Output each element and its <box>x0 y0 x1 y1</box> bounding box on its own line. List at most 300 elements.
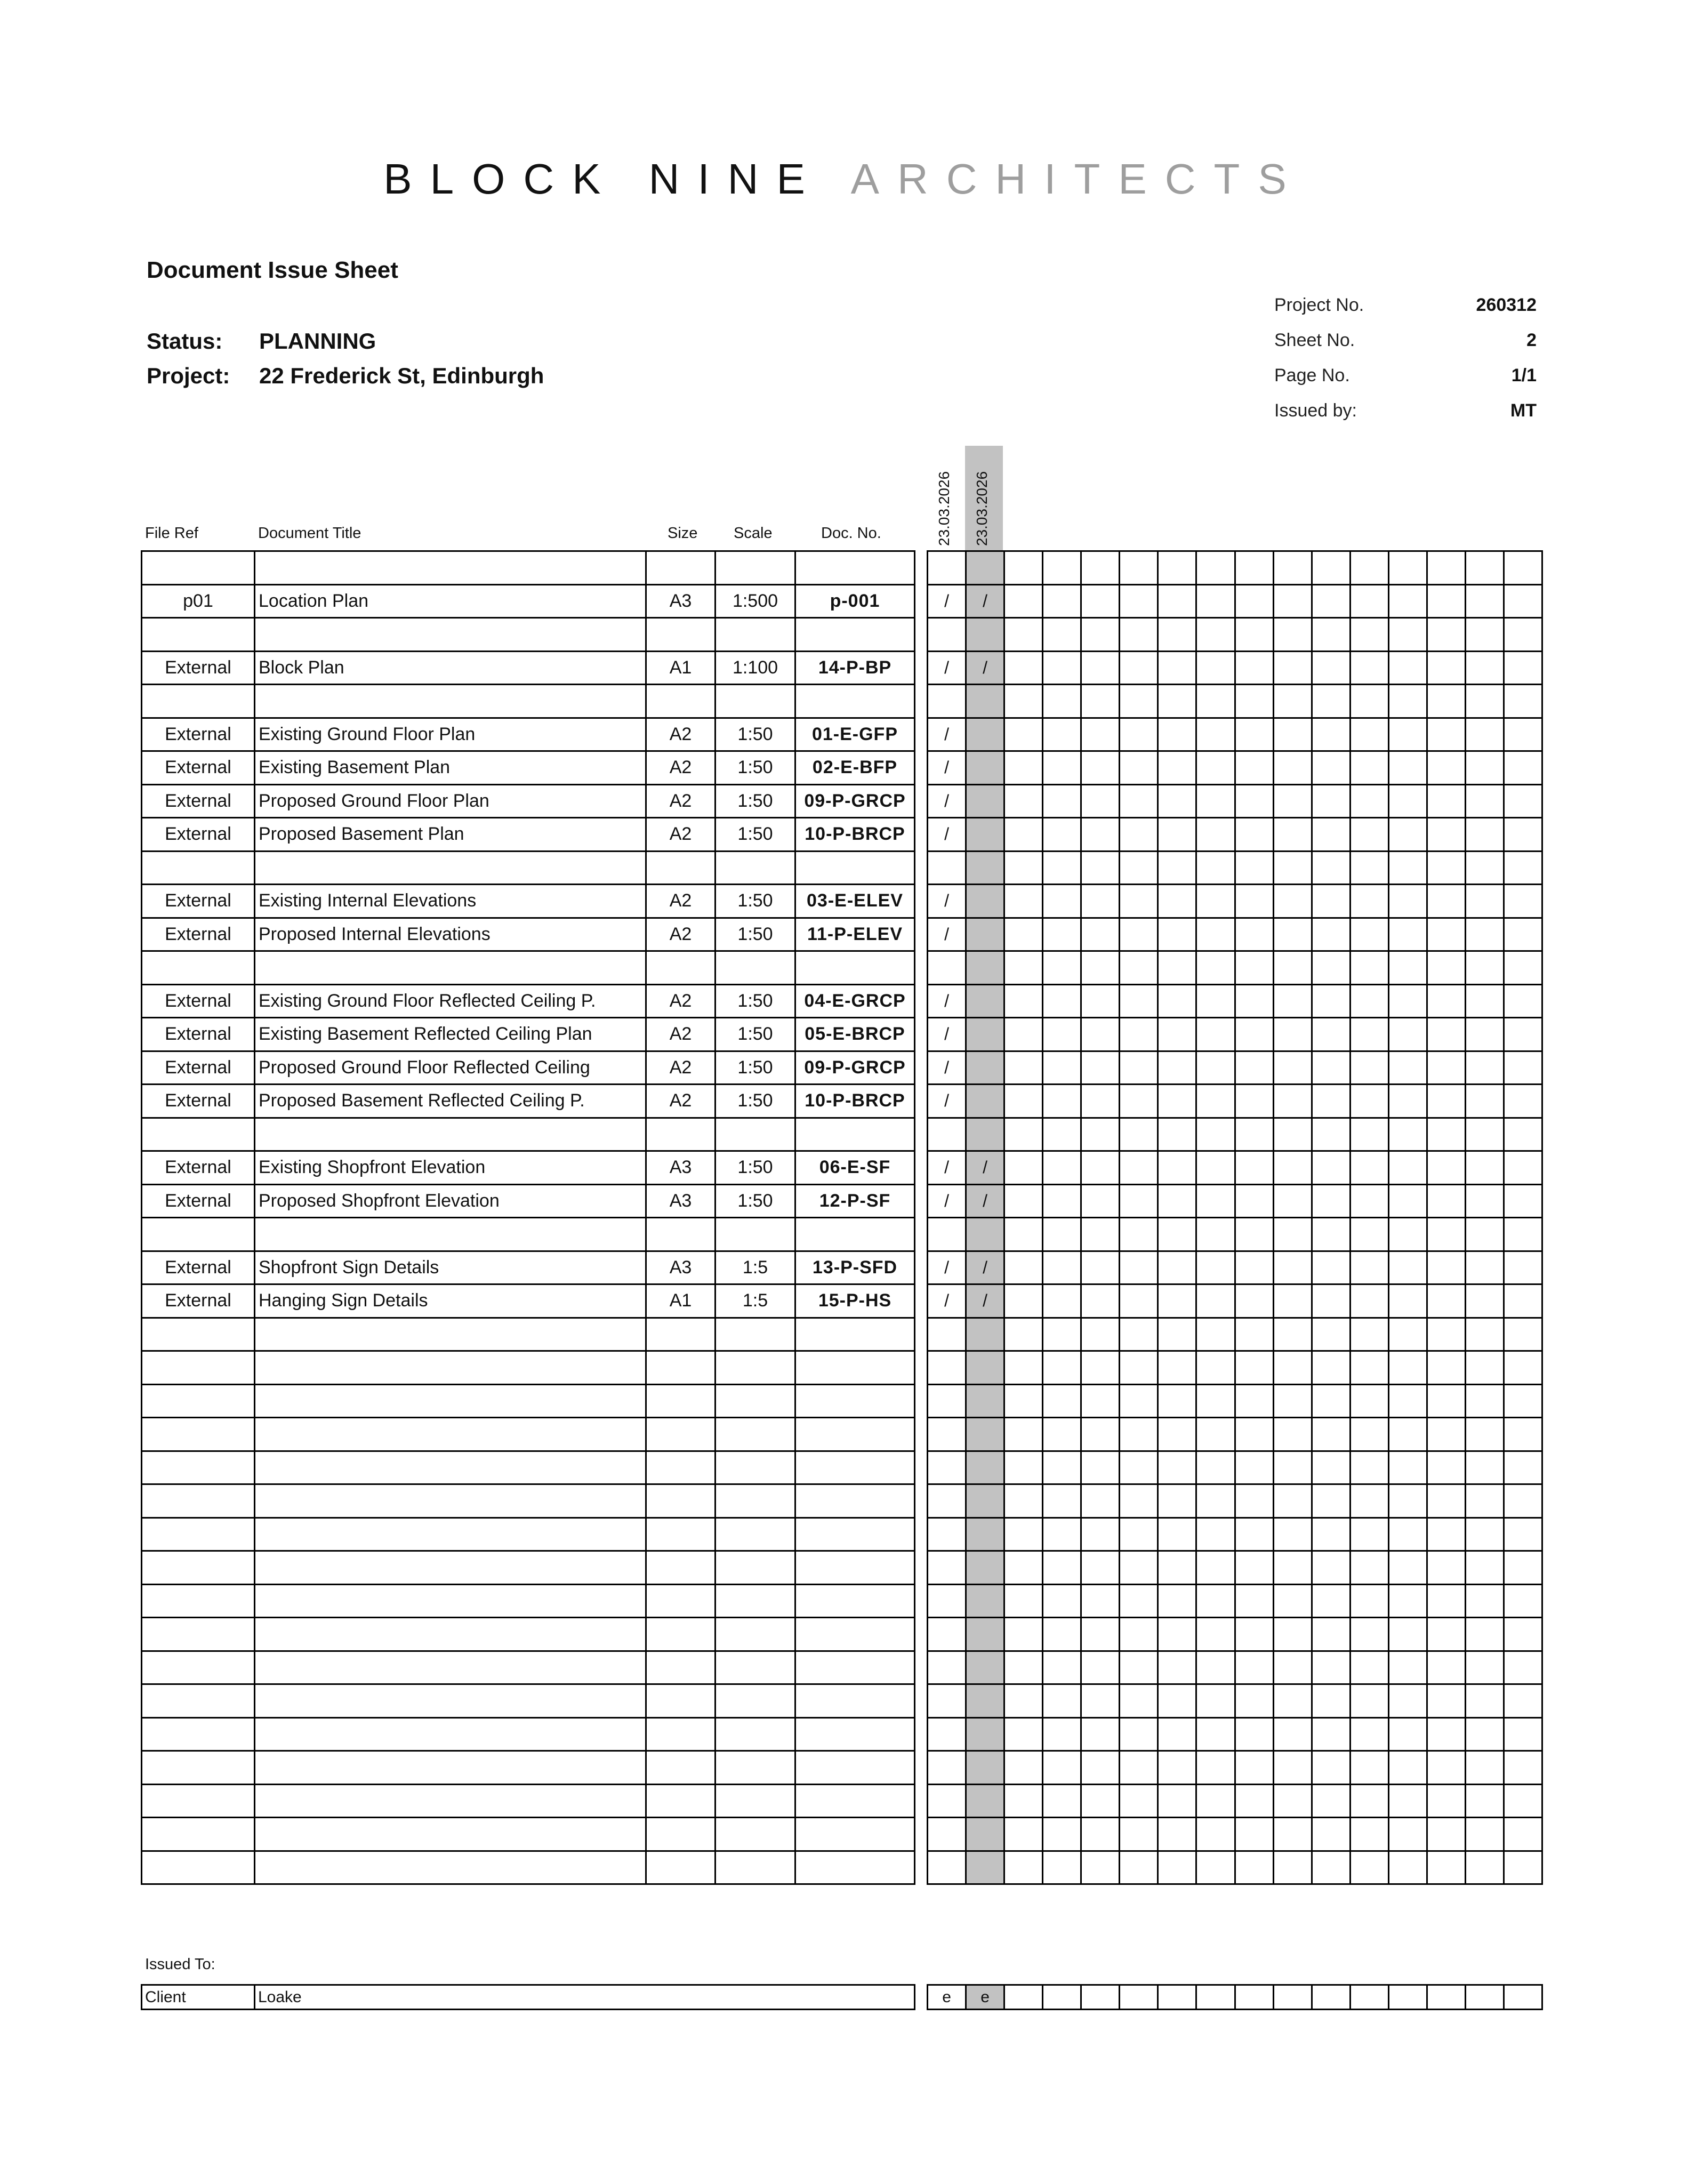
table-row <box>142 851 915 885</box>
document-title-cell: Existing Ground Floor Plan <box>255 718 646 751</box>
brand-name-light: ARCHITECTS <box>850 155 1305 203</box>
file-ref-cell: External <box>142 918 255 951</box>
meta-key: Page No. <box>1274 365 1350 386</box>
empty-issue-cell <box>1004 1484 1043 1518</box>
empty-issue-cell <box>1196 1384 1235 1418</box>
empty-issue-cell <box>1312 1351 1350 1385</box>
empty-issue-cell <box>1004 951 1043 985</box>
empty-issue-cell <box>1043 1818 1081 1851</box>
issue-mark-cell <box>966 1851 1004 1884</box>
empty-issue-cell <box>1427 751 1465 785</box>
empty-issue-cell <box>1196 918 1235 951</box>
empty-issue-cell <box>1388 1717 1427 1751</box>
empty-issue-cell <box>1350 685 1388 718</box>
empty-issue-cell <box>1158 1384 1196 1418</box>
doc-no-cell <box>795 1484 915 1518</box>
issue-mark-cell <box>966 1218 1004 1251</box>
empty-issue-cell <box>1196 651 1235 685</box>
empty-issue-cell <box>1081 1851 1120 1884</box>
empty-issue-cell <box>1043 851 1081 885</box>
issue-mark-cell <box>928 1651 966 1684</box>
issue-row <box>928 918 1542 951</box>
empty-issue-cell <box>1504 918 1542 951</box>
empty-issue-cell <box>1196 1851 1235 1884</box>
empty-issue-cell <box>1158 751 1196 785</box>
empty-issue-cell <box>1504 551 1542 585</box>
empty-issue-cell <box>1273 1684 1312 1718</box>
empty-issue-cell <box>1465 1184 1504 1218</box>
empty-issue-cell <box>1312 851 1350 885</box>
empty-issue-cell <box>1043 1651 1081 1684</box>
empty-issue-cell <box>1312 1118 1350 1151</box>
empty-issue-cell <box>1081 1584 1120 1618</box>
issue-row <box>928 1018 1542 1051</box>
scale-cell <box>716 1551 795 1585</box>
empty-issue-cell <box>1235 1018 1273 1051</box>
empty-issue-cell <box>1427 1184 1465 1218</box>
empty-issue-cell <box>1350 1318 1388 1351</box>
empty-issue-cell <box>1388 1517 1427 1551</box>
empty-issue-cell <box>1388 1151 1427 1185</box>
empty-issue-cell <box>1235 1818 1273 1851</box>
empty-issue-cell <box>1081 1551 1120 1585</box>
empty-issue-cell <box>1427 1051 1465 1085</box>
empty-issue-cell <box>1043 1018 1081 1051</box>
empty-issue-cell <box>1312 551 1350 585</box>
file-ref-cell <box>142 1818 255 1851</box>
empty-issue-cell <box>1196 951 1235 985</box>
empty-issue-cell <box>1196 1618 1235 1651</box>
empty-issue-cell <box>1081 918 1120 951</box>
empty-issue-cell <box>1196 1218 1235 1251</box>
empty-issue-cell <box>1120 618 1158 652</box>
size-cell <box>646 1717 716 1751</box>
empty-issue-cell <box>1465 1851 1504 1884</box>
empty-issue-cell <box>1388 1051 1427 1085</box>
empty-issue-cell <box>1388 1351 1427 1385</box>
empty-issue-cell <box>1388 584 1427 618</box>
empty-issue-cell <box>1388 1451 1427 1484</box>
empty-issue-cell <box>1465 1684 1504 1718</box>
issue-mark-cell: / <box>928 718 966 751</box>
size-cell <box>646 618 716 652</box>
issue-mark-cell <box>966 1351 1004 1385</box>
empty-issue-cell <box>1120 1484 1158 1518</box>
scale-cell <box>716 1717 795 1751</box>
empty-issue-cell <box>1081 1351 1120 1385</box>
empty-issue-cell <box>1465 1451 1504 1484</box>
table-row <box>142 1484 915 1518</box>
empty-issue-cell <box>1081 1418 1120 1451</box>
empty-issue-cell <box>1043 751 1081 785</box>
empty-issue-cell <box>1465 1051 1504 1085</box>
issue-row <box>928 1218 1542 1251</box>
document-title-cell <box>255 1517 646 1551</box>
empty-issue-cell <box>1273 984 1312 1018</box>
doc-no-cell <box>795 1751 915 1785</box>
empty-issue-cell <box>1043 1151 1081 1185</box>
empty-issue-cell <box>1350 984 1388 1018</box>
doc-no-cell: 01-E-GFP <box>795 718 915 751</box>
doc-no-cell: 11-P-ELEV <box>795 918 915 951</box>
empty-issue-cell <box>1196 1051 1235 1085</box>
empty-issue-cell <box>1043 1618 1081 1651</box>
issue-row <box>928 584 1542 618</box>
empty-issue-cell <box>1350 918 1388 951</box>
doc-no-cell: 15-P-HS <box>795 1284 915 1318</box>
empty-issue-cell <box>1273 951 1312 985</box>
empty-issue-cell <box>1235 1151 1273 1185</box>
doc-no-cell: 09-P-GRCP <box>795 1051 915 1085</box>
empty-issue-cell <box>1504 1318 1542 1351</box>
empty-issue-cell <box>1043 784 1081 818</box>
empty-issue-cell <box>1427 1384 1465 1418</box>
empty-issue-cell <box>1158 1651 1196 1684</box>
empty-issue-cell <box>1504 1151 1542 1185</box>
empty-issue-cell <box>1158 984 1196 1018</box>
empty-issue-cell <box>1158 1985 1196 2010</box>
size-cell: A2 <box>646 751 716 785</box>
scale-cell: 1:50 <box>716 1051 795 1085</box>
empty-issue-cell <box>1427 685 1465 718</box>
empty-issue-cell <box>1388 1818 1427 1851</box>
issue-mark-cell <box>928 1517 966 1551</box>
empty-issue-cell <box>1350 1751 1388 1785</box>
document-title-cell: Proposed Ground Floor Reflected Ceiling <box>255 1051 646 1085</box>
empty-issue-cell <box>1235 1351 1273 1385</box>
empty-issue-cell <box>1273 1384 1312 1418</box>
doc-no-cell: 04-E-GRCP <box>795 984 915 1018</box>
issue-mark-cell: / <box>928 751 966 785</box>
issue-mark-cell <box>928 685 966 718</box>
file-ref-cell <box>142 1751 255 1785</box>
empty-issue-cell <box>1196 1184 1235 1218</box>
empty-issue-cell <box>1427 1851 1465 1884</box>
empty-issue-cell <box>1043 1251 1081 1284</box>
empty-issue-cell <box>1120 1651 1158 1684</box>
empty-issue-cell <box>1504 1851 1542 1884</box>
empty-issue-cell <box>1081 1184 1120 1218</box>
empty-issue-cell <box>1465 1584 1504 1618</box>
empty-issue-cell <box>1081 1118 1120 1151</box>
empty-issue-cell <box>1081 1717 1120 1751</box>
empty-issue-cell <box>1465 1818 1504 1851</box>
document-title-cell: Existing Ground Floor Reflected Ceiling P. <box>255 984 646 1018</box>
empty-issue-cell <box>1427 618 1465 652</box>
empty-issue-cell <box>1158 651 1196 685</box>
empty-issue-cell <box>1081 1384 1120 1418</box>
issue-mark-cell <box>928 1418 966 1451</box>
empty-issue-cell <box>1350 1484 1388 1518</box>
empty-issue-cell <box>1350 1118 1388 1151</box>
size-cell <box>646 1451 716 1484</box>
file-ref-cell <box>142 1851 255 1884</box>
issue-mark-cell <box>966 1085 1004 1118</box>
empty-issue-cell <box>1350 751 1388 785</box>
empty-issue-cell <box>1350 1717 1388 1751</box>
meta-key: Sheet No. <box>1274 330 1355 350</box>
empty-issue-cell <box>1081 551 1120 585</box>
empty-issue-cell <box>1427 1517 1465 1551</box>
empty-issue-cell <box>1427 1818 1465 1851</box>
empty-issue-cell <box>1312 784 1350 818</box>
file-ref-cell: External <box>142 1085 255 1118</box>
empty-issue-cell <box>1273 1218 1312 1251</box>
empty-issue-cell <box>1158 1284 1196 1318</box>
empty-issue-cell <box>1235 685 1273 718</box>
empty-issue-cell <box>1004 551 1043 585</box>
empty-issue-cell <box>1427 1618 1465 1651</box>
issue-mark-cell <box>966 751 1004 785</box>
document-title-cell <box>255 1717 646 1751</box>
empty-issue-cell <box>1158 885 1196 918</box>
empty-issue-cell <box>1427 1651 1465 1684</box>
empty-issue-cell <box>1158 784 1196 818</box>
issue-row <box>928 751 1542 785</box>
issue-mark-cell <box>966 1751 1004 1785</box>
empty-issue-cell <box>1120 1818 1158 1851</box>
scale-cell <box>716 1118 795 1151</box>
file-ref-cell: External <box>142 984 255 1018</box>
empty-issue-cell <box>1427 1717 1465 1751</box>
empty-issue-cell <box>1120 1318 1158 1351</box>
empty-issue-cell <box>1158 918 1196 951</box>
empty-issue-cell <box>1235 984 1273 1018</box>
size-cell <box>646 1384 716 1418</box>
empty-issue-cell <box>1273 1118 1312 1151</box>
empty-issue-cell <box>1004 751 1043 785</box>
table-row <box>142 951 915 985</box>
document-title-cell <box>255 551 646 585</box>
doc-no-cell <box>795 1318 915 1351</box>
empty-issue-cell <box>1465 1717 1504 1751</box>
empty-issue-cell <box>1465 1751 1504 1785</box>
issue-mark-cell: / <box>966 1184 1004 1218</box>
empty-issue-cell <box>1081 1751 1120 1785</box>
scale-cell <box>716 685 795 718</box>
empty-issue-cell <box>1043 1118 1081 1151</box>
empty-issue-cell <box>1120 584 1158 618</box>
empty-issue-cell <box>1273 1584 1312 1618</box>
empty-issue-cell <box>1158 1717 1196 1751</box>
empty-issue-cell <box>1196 584 1235 618</box>
empty-issue-cell <box>1388 1551 1427 1585</box>
empty-issue-cell <box>1350 618 1388 652</box>
issue-mark-cell: / <box>928 1051 966 1085</box>
empty-issue-cell <box>1427 1484 1465 1518</box>
table-row <box>142 1384 915 1418</box>
empty-issue-cell <box>1235 1251 1273 1284</box>
empty-issue-cell <box>1273 784 1312 818</box>
issue-row <box>928 984 1542 1018</box>
empty-issue-cell <box>1350 1418 1388 1451</box>
empty-issue-cell <box>1004 1018 1043 1051</box>
scale-cell <box>716 1618 795 1651</box>
empty-issue-cell <box>1081 1451 1120 1484</box>
file-ref-cell <box>142 551 255 585</box>
doc-no-cell <box>795 1451 915 1484</box>
empty-issue-cell <box>1273 1351 1312 1385</box>
empty-issue-cell <box>1350 1018 1388 1051</box>
size-cell: A2 <box>646 718 716 751</box>
scale-cell: 1:5 <box>716 1251 795 1284</box>
empty-issue-cell <box>1235 1118 1273 1151</box>
empty-issue-cell <box>1004 1151 1043 1185</box>
empty-issue-cell <box>1427 1985 1465 2010</box>
doc-no-cell <box>795 1618 915 1651</box>
table-row <box>142 551 915 585</box>
scale-cell: 1:50 <box>716 751 795 785</box>
empty-issue-cell <box>1196 618 1235 652</box>
doc-no-cell: 06-E-SF <box>795 1151 915 1185</box>
empty-issue-cell <box>1388 1184 1427 1218</box>
empty-issue-cell <box>1081 651 1120 685</box>
empty-issue-cell <box>1465 1085 1504 1118</box>
empty-issue-cell <box>1465 1985 1504 2010</box>
empty-issue-cell <box>1388 751 1427 785</box>
empty-issue-cell <box>1196 1284 1235 1318</box>
empty-issue-cell <box>1120 1284 1158 1318</box>
empty-issue-cell <box>1350 1851 1388 1884</box>
empty-issue-cell <box>1504 751 1542 785</box>
empty-issue-cell <box>1504 1085 1542 1118</box>
empty-issue-cell <box>1235 851 1273 885</box>
empty-issue-cell <box>1043 718 1081 751</box>
recipient-issue-row <box>928 1985 1542 2010</box>
empty-issue-cell <box>1273 1318 1312 1351</box>
empty-issue-cell <box>1120 1451 1158 1484</box>
col-header-size: Size <box>668 525 698 542</box>
empty-issue-cell <box>1427 1418 1465 1451</box>
size-cell: A2 <box>646 1085 716 1118</box>
empty-issue-cell <box>1504 685 1542 718</box>
empty-issue-cell <box>1235 1751 1273 1785</box>
meta-key: Issued by: <box>1274 400 1357 421</box>
empty-issue-cell <box>1273 1618 1312 1651</box>
empty-issue-cell <box>1081 951 1120 985</box>
empty-issue-cell <box>1312 1384 1350 1418</box>
file-ref-cell: p01 <box>142 584 255 618</box>
empty-issue-cell <box>1120 1618 1158 1651</box>
empty-issue-cell <box>1427 1351 1465 1385</box>
empty-issue-cell <box>1081 584 1120 618</box>
issue-row <box>928 1618 1542 1651</box>
size-cell: A3 <box>646 1251 716 1284</box>
issue-row <box>928 1651 1542 1684</box>
empty-issue-cell <box>1427 1118 1465 1151</box>
document-title-cell <box>255 1484 646 1518</box>
table-row <box>142 885 915 918</box>
scale-cell <box>716 618 795 652</box>
empty-issue-cell <box>1388 885 1427 918</box>
file-ref-cell: External <box>142 1251 255 1284</box>
size-cell <box>646 1517 716 1551</box>
size-cell: A3 <box>646 1151 716 1185</box>
table-row <box>142 918 915 951</box>
empty-issue-cell <box>1158 1151 1196 1185</box>
empty-issue-cell <box>1312 584 1350 618</box>
empty-issue-cell <box>1465 584 1504 618</box>
empty-issue-cell <box>1350 1618 1388 1651</box>
empty-issue-cell <box>1196 1717 1235 1751</box>
empty-issue-cell <box>1004 1784 1043 1818</box>
empty-issue-cell <box>1120 984 1158 1018</box>
empty-issue-cell <box>1004 1584 1043 1618</box>
file-ref-cell: External <box>142 1184 255 1218</box>
empty-issue-cell <box>1004 1451 1043 1484</box>
empty-issue-cell <box>1427 1451 1465 1484</box>
issue-row <box>928 1351 1542 1385</box>
empty-issue-cell <box>1427 1318 1465 1351</box>
empty-issue-cell <box>1043 1351 1081 1385</box>
issue-mark-cell <box>966 1651 1004 1684</box>
file-ref-cell: External <box>142 1284 255 1318</box>
empty-issue-cell <box>1158 1451 1196 1484</box>
doc-no-cell: 14-P-BP <box>795 651 915 685</box>
empty-issue-cell <box>1196 1451 1235 1484</box>
issue-mark-cell <box>966 1451 1004 1484</box>
empty-issue-cell <box>1312 1251 1350 1284</box>
empty-issue-cell <box>1043 685 1081 718</box>
size-cell <box>646 1218 716 1251</box>
empty-issue-cell <box>1465 751 1504 785</box>
empty-issue-cell <box>1350 951 1388 985</box>
issue-mark-cell <box>966 885 1004 918</box>
empty-issue-cell <box>1235 1618 1273 1651</box>
empty-issue-cell <box>1235 885 1273 918</box>
empty-issue-cell <box>1350 1451 1388 1484</box>
empty-issue-cell <box>1465 1218 1504 1251</box>
empty-issue-cell <box>1427 1551 1465 1585</box>
empty-issue-cell <box>1158 1418 1196 1451</box>
issue-mark-cell: / <box>928 984 966 1018</box>
issue-row <box>928 1684 1542 1718</box>
empty-issue-cell <box>1081 1318 1120 1351</box>
empty-issue-cell <box>1043 1384 1081 1418</box>
empty-issue-cell <box>1235 651 1273 685</box>
issue-row <box>928 885 1542 918</box>
empty-issue-cell <box>1043 1418 1081 1451</box>
empty-issue-cell <box>1504 1818 1542 1851</box>
table-row <box>142 1851 915 1884</box>
empty-issue-cell <box>1120 551 1158 585</box>
empty-issue-cell <box>1158 618 1196 652</box>
empty-issue-cell <box>1043 1051 1081 1085</box>
empty-issue-cell <box>1388 718 1427 751</box>
size-cell: A1 <box>646 1284 716 1318</box>
empty-issue-cell <box>1388 1584 1427 1618</box>
scale-cell: 1:50 <box>716 1151 795 1185</box>
empty-issue-cell <box>1388 818 1427 852</box>
empty-issue-cell <box>1120 918 1158 951</box>
empty-issue-cell <box>1081 1484 1120 1518</box>
empty-issue-cell <box>1235 1651 1273 1684</box>
empty-issue-cell <box>1120 1351 1158 1385</box>
empty-issue-cell <box>1004 1218 1043 1251</box>
empty-issue-cell <box>1004 784 1043 818</box>
document-title-cell <box>255 1218 646 1251</box>
empty-issue-cell <box>1081 1284 1120 1318</box>
scale-cell: 1:50 <box>716 984 795 1018</box>
empty-issue-cell <box>1081 885 1120 918</box>
file-ref-cell <box>142 1484 255 1518</box>
scale-cell <box>716 1584 795 1618</box>
empty-issue-cell <box>1004 818 1043 852</box>
empty-issue-cell <box>1158 1251 1196 1284</box>
empty-issue-cell <box>1120 1051 1158 1085</box>
empty-issue-cell <box>1465 885 1504 918</box>
empty-issue-cell <box>1158 1018 1196 1051</box>
